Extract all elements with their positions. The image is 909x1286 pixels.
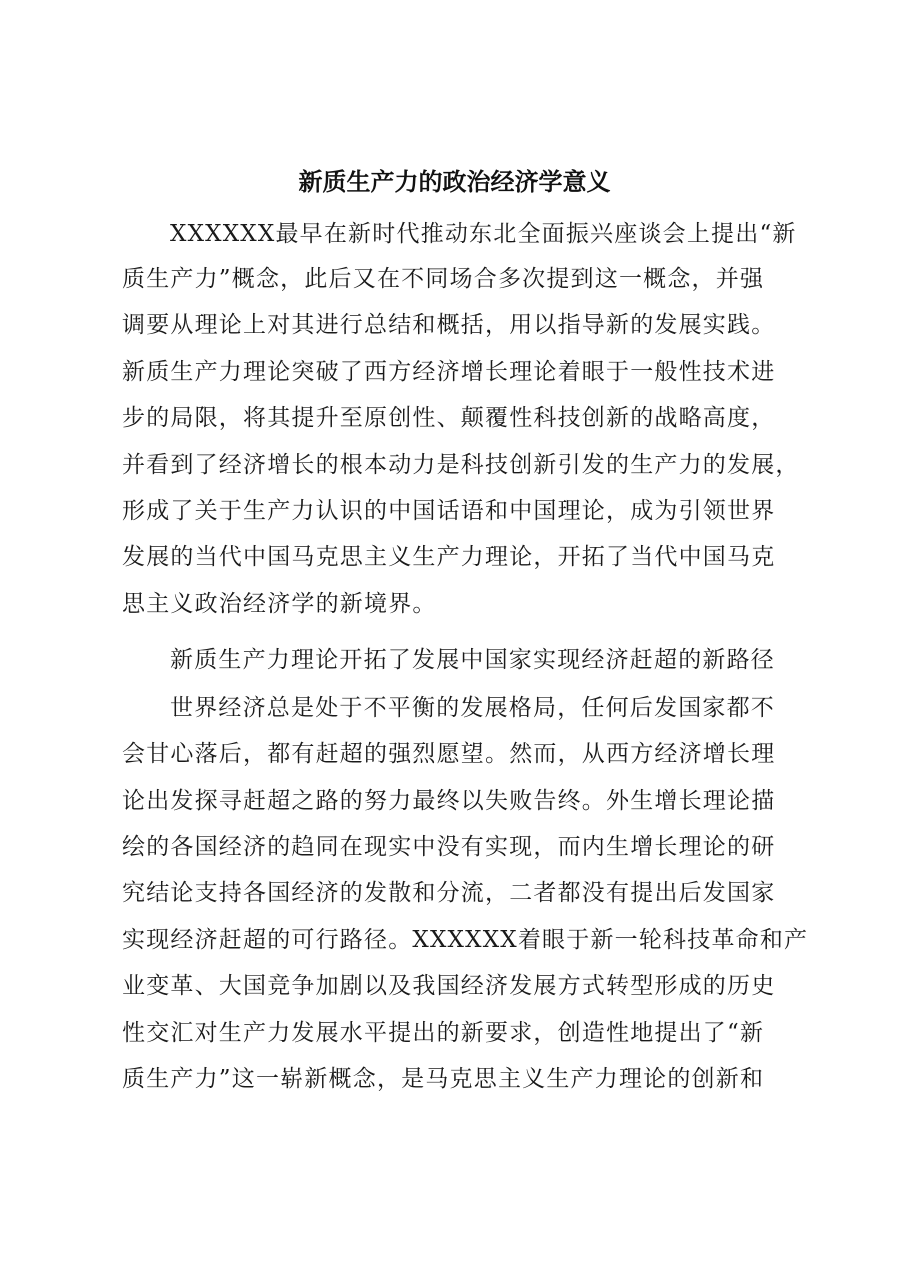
paragraph-1-line-5: 步的局限，将其提升至原创性、颠覆性科技创新的战略高度，	[122, 405, 776, 431]
paragraph-1-line-3: 调要从理论上对其进行总结和概括，用以指导新的发展实践。	[122, 312, 776, 338]
paragraph-2-line-1: 世界经济总是处于不平衡的发展格局，任何后发国家都不	[170, 695, 775, 721]
paragraph-1-line-2: 质生产力”概念，此后又在不同场合多次提到这一概念，并强	[122, 266, 765, 292]
paragraph-2-line-9: 质生产力”这一崭新概念，是马克思主义生产力理论的创新和	[122, 1066, 765, 1092]
paragraph-2-line-7: 业变革、大国竞争加剧以及我国经济发展方式转型形成的历史	[122, 973, 776, 999]
paragraph-2-line-2: 会甘心落后，都有赶超的强烈愿望。然而，从西方经济增长理	[122, 741, 776, 767]
paragraph-1-line-7: 形成了关于生产力认识的中国话语和中国理论，成为引领世界	[122, 498, 776, 524]
paragraph-1-line-1: XXXXXX最早在新时代推动东北全面振兴座谈会上提出“新	[170, 221, 797, 247]
document-title: 新质生产力的政治经济学意义	[298, 167, 611, 196]
paragraph-1-line-9: 思主义政治经济学的新境界。	[122, 591, 437, 617]
paragraph-2-line-6: 实现经济赶超的可行路径。XXXXXX着眼于新一轮科技革命和产	[122, 927, 809, 953]
section-heading: 新质生产力理论开拓了发展中国家实现经济赶超的新路径	[170, 647, 775, 673]
paragraph-1-line-4: 新质生产力理论突破了西方经济增长理论着眼于一般性技术进	[122, 359, 776, 385]
paragraph-1-line-8: 发展的当代中国马克思主义生产力理论，开拓了当代中国马克	[122, 544, 776, 570]
paragraph-2-line-5: 究结论支持各国经济的发散和分流，二者都没有提出后发国家	[122, 880, 776, 906]
paragraph-2-line-8: 性交汇对生产力发展水平提出的新要求，创造性地提出了“新	[122, 1020, 765, 1046]
paragraph-2-line-4: 绘的各国经济的趋同在现实中没有实现，而内生增长理论的研	[122, 834, 776, 860]
paragraph-1-line-6: 并看到了经济增长的根本动力是科技创新引发的生产力的发展，	[122, 452, 800, 478]
paragraph-2-line-3: 论出发探寻赶超之路的努力最终以失败告终。外生增长理论描	[122, 788, 776, 814]
